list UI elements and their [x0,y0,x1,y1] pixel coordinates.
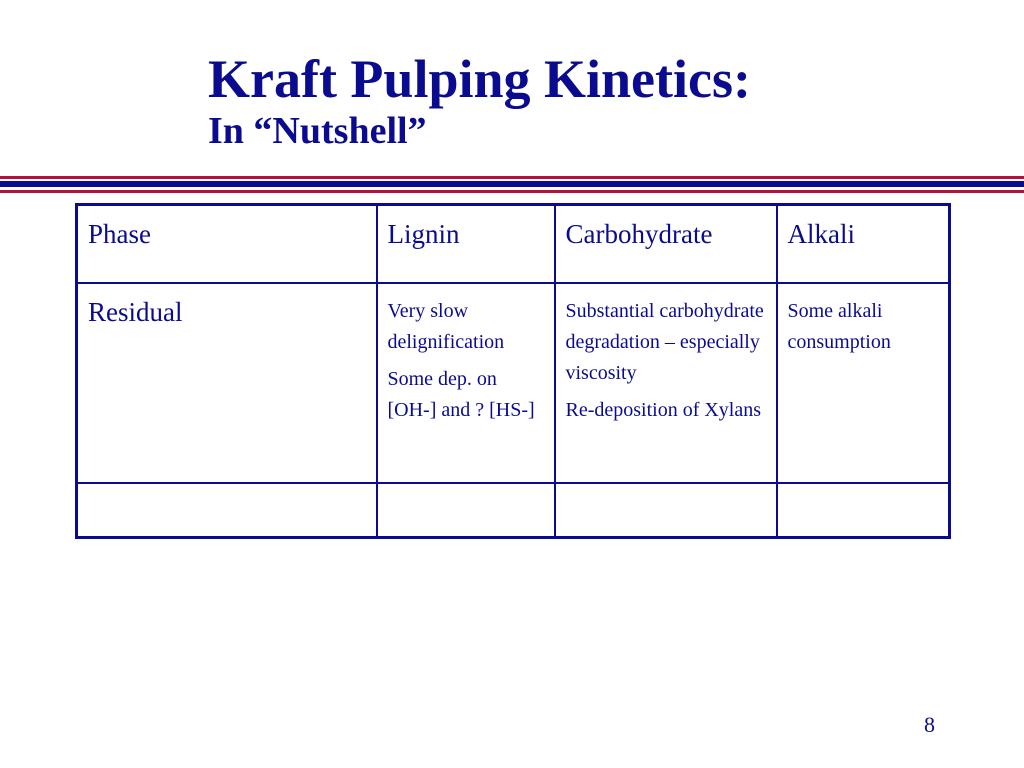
empty-cell [777,483,950,538]
table-row-empty [77,483,950,538]
empty-cell [77,483,377,538]
cell-alkali-residual [777,283,950,483]
lignin-note-2: Some dep. on [OH-] and ? [HS-] [387,368,535,421]
table-header-row [77,205,950,284]
cell-carbohydrate-residual [555,283,777,483]
alkali-note-1: Some alkali consumption [787,300,891,353]
header-carbohydrate: Carbohydrate [555,205,777,284]
header-phase: Phase [77,205,377,284]
empty-cell [555,483,777,538]
cell-lignin-residual [377,283,555,483]
carbohydrate-note-1: Substantial carbohydrate degradation – especially viscosity [565,300,764,384]
header-lignin: Lignin [377,205,555,284]
slide-title-block [208,48,751,152]
divider-blue [0,181,1024,187]
carbohydrate-note-2: Re-deposition of Xylans [565,399,762,421]
divider-red-top [0,176,1024,179]
cell-phase-residual: Residual [77,283,377,483]
kinetics-table [75,203,951,539]
page-number: 8 [924,712,935,737]
divider-red-bottom [0,190,1024,193]
slide-subtitle: In “Nutshell” [208,110,427,152]
lignin-note-1: Very slow delignification [387,300,505,353]
table-row-residual [77,283,950,483]
slide-title: Kraft Pulping Kinetics: [208,49,751,109]
empty-cell [377,483,555,538]
header-alkali: Alkali [777,205,950,284]
